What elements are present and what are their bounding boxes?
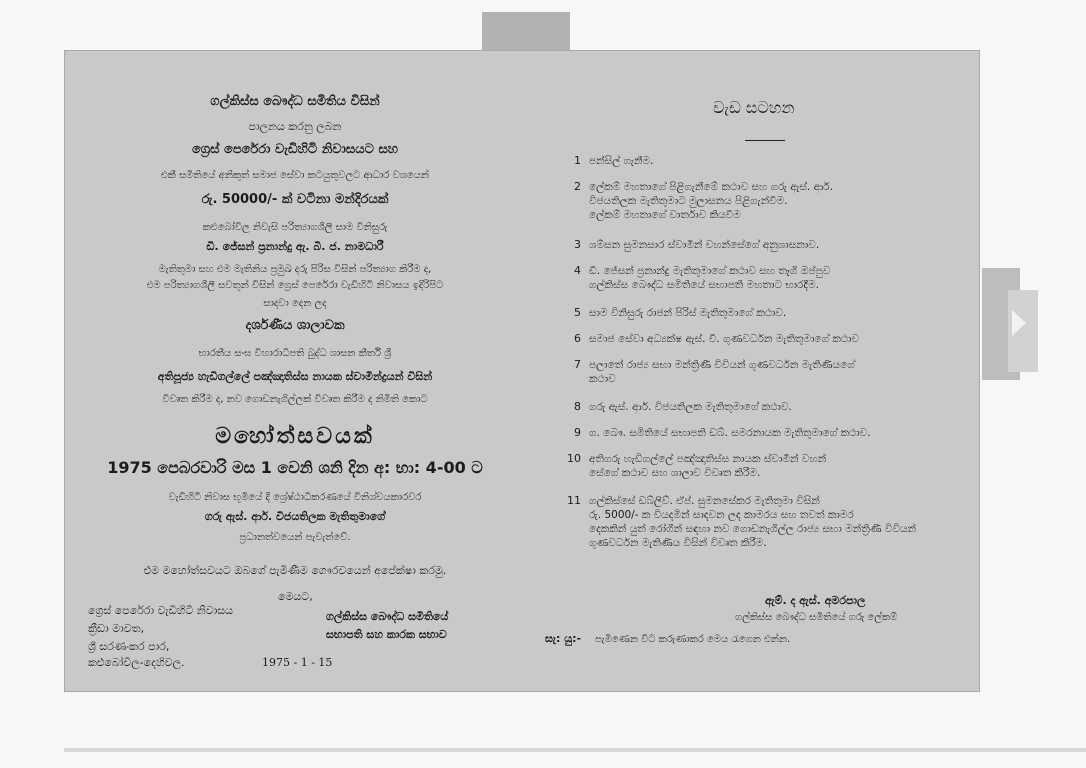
festival-title: මහෝත්සවයක් [215,424,375,449]
item-text-line-1: සාම විනිසුරු රාජන් පිරිස් මැතිතුමාගේ කථාව. [589,307,787,319]
heading-underline [745,140,785,141]
item-number: 7 [574,358,581,371]
item-text-line-1: ඩී. ජේසන් ප්‍රනාන්දු මැතිතුමාගේ කථාව සහ තෑගි ඔප්පුව [589,265,831,277]
item-number: 11 [567,494,581,507]
donor-line-2: එම පරිත්‍යාගශීලී සවතුන් විසින් ග්‍රෙස් පෙරේරා වැඩිහිටි නිවාසය ඉදිරිපිට [146,280,444,291]
signature-line-1: ගල්කිස්ස බෞද්ධ සමිතියේ [326,610,449,623]
managed-line: පාලනය කරනු ලබන [248,120,342,133]
date-line: 1975 පෙබරවාරි මස 1 වෙනි ශනි දින අ: භා: 4-00 ට [107,458,483,477]
note-label: සැ: යු:- [545,632,582,645]
open-line: විවෘත කිරීම ද, නව ගොඩනැගිල්ලක් විවෘත කිරීම ද නිමිති කොට [162,394,428,405]
home-name: ග්‍රෙස් පෙරේරා වැඩිහිටි නිවාසයට සහ [191,142,399,157]
residence-line: කළුබෝවිල නිවැසි පරිත්‍යාගශීලී සාම විනිසුරු [202,222,388,233]
signature-line-2: සභාපති සහ කාරක සභාව [326,628,447,641]
item-number: 5 [574,306,581,319]
monk-line-1: භාරතීය සංඝ විහාරාධිපති බුද්ධ ශාසන කීර්ති ශ්‍රී [198,348,392,359]
address-line-4: කළුබෝවිල-දෙහිවල. [88,656,185,669]
invitation-column [80,80,510,700]
item-text-line-1: ග. බෞ. සමිතියේ සභාපති ඩබ්. සමරනායක මැතිතුමාගේ කථාව. [589,427,871,439]
note-text: පැමිණෙන විට කරුණාකර මෙය රැගෙන එන්න. [595,634,791,645]
item-text-line-1: පන්සිල් ගැනීම. [589,155,654,167]
item-number: 9 [574,426,581,439]
programme-heading: වැඩ සටහන [713,98,795,117]
secretary-name: ඇම්. ද ඇස්. අමරපාල [765,594,866,607]
item-number: 8 [574,400,581,413]
amount-line: රු. 50000/- ක් වටිනා මන්දිරයක් [201,192,389,207]
address-line-1: ග්‍රෙස් පෙරේරා වැඩිහිටි නිවාසය [88,604,234,617]
assist-line: එකී සමිතියේ අනිකුත් සමාජ සේවා කටයුතුවලට ආධාර වශයෙන් [160,170,430,181]
item-text-line-1: පලාතේ රාජ්‍ය සභා මන්ත්‍රිණී විවියන් ගුණවර්ධන මැතිණියගේ [589,359,855,371]
secretary-title: ගල්කිස්ස බෞද්ධ සමිතියේ ගරු ලේකම් [735,612,898,623]
item-text-line-3: දෙකකින් යුත් රෝගීන් සඳහා නව ගොඩනැගිල්ල රාජ්‍ය සභා මන්ත්‍රිණී විවියන් ගුණවර්ධන මැතිණිය විසින් විවෘත කිරීම. [589,523,917,549]
chair-line-1: වැඩිහිටි නිවාස භූමියේ දී ශ්‍රේෂ්ඨාධිකරණයේ විනිශ්චයකාරවර [168,492,422,503]
invite-line: එම මහෝත්සවයට ඔබගේ පැමිණීම ගෞරවයෙන් අපේක්ෂා කරමු. [143,564,447,577]
item-text-line-2: ගල්කිස්ස බෞද්ධ සමිතියේ සභාපති මහතාට භාරදීම. [589,279,819,291]
item-text-line-1: සමාජ සේවා අධ්‍යක්ෂ ඇස්. වී. ගුණවර්ධන මැතිතුමාගේ කථාව [589,333,860,345]
donor-line-1: මැතිතුමා සහ එම මැතිනිය ප්‍රමුඛ දරු පිරිස විසින් පරිත්‍යාග කිරීම ද, [158,264,432,275]
item-text-line-2: කථාව [589,373,616,385]
item-number: 1 [574,154,581,167]
item-number: 4 [574,264,581,277]
hall-title: දර්ශණීය ශාලාවක [245,318,345,333]
item-text-line-1: ගරු ඇස්. ආර්. විජයතිලක මැතිතුමාගේ කථාව. [589,401,792,413]
chair-line-3: ප්‍රධානත්වයෙන් පැවැත්වේ. [239,532,351,543]
yours-line: මෙයට, [278,590,313,603]
issue-date: 1975 - 1 - 15 [262,656,333,669]
side-arrow-icon [1012,310,1026,336]
address-line-3: ශ්‍රී සරණංකර පාර, [88,640,170,653]
item-text-line-2: රු. 5000/- ක වියදමින් සාදවන ලද කාමරය සහ තවත් කාමර [589,509,854,521]
item-number: 6 [574,332,581,345]
item-text-line-1: ශම්සන සුමනසාර ස්වාමීන් වහන්සේගේ අනුශාසනාව. [589,239,820,251]
org-title: ගල්කිස්ස බෞද්ධ සමිතිය විසින් [210,94,380,109]
chair-line-2: ගරු ඇස්. ආර්. විජයතිලක මැතිතුමාගේ [204,510,386,523]
monk-line-2: අතිපූජ්‍ය හැඩිගල්ලේ පඤ්ඤාතිස්ස නායක ස්වාමීන්ද්‍රයන් විසින් [157,370,433,383]
item-number: 2 [574,180,581,193]
item-number: 10 [567,452,581,465]
item-text-line-1: ලේකම් මහතාගේ පිළිගැනීමේ කථාව සහ ගරු ඇස්. ආර්. [589,181,833,193]
address-line-2: ක්‍රීඩා මාවත, [88,622,145,635]
donor-name: ඩී. ජේසන් ප්‍රනාන්දු ඇ. බී. ජ. නාමධාරී [206,240,384,253]
item-text-line-2: විජයතිලක මැතිතුමාට මුලාසනය පිළිගැන්වීම. [589,195,788,207]
item-number: 3 [574,238,581,251]
item-text-line-2: සේගේ කථාව සහ ශාලාව විවෘත කිරීම. [589,467,761,479]
programme-column [545,80,965,700]
item-text-line-3: ලේකම් මහතාගේ වාර්තාව කියවීම [589,209,741,221]
paper-tab [482,12,570,50]
donor-line-3: සාදවා දෙන ලද [263,298,327,309]
bottom-edge [64,748,1086,752]
item-text-line-1: ගල්කිස්සේ ඩබ්ලිව්. ඒප්. සුමනසේකර මැතිතුමා විසින් [589,495,820,507]
item-text-line-1: අතිගරු හැඩිගල්ලේ පඤ්ඤාතිස්ස නායක ස්වාමීන් වහන් [589,453,827,465]
